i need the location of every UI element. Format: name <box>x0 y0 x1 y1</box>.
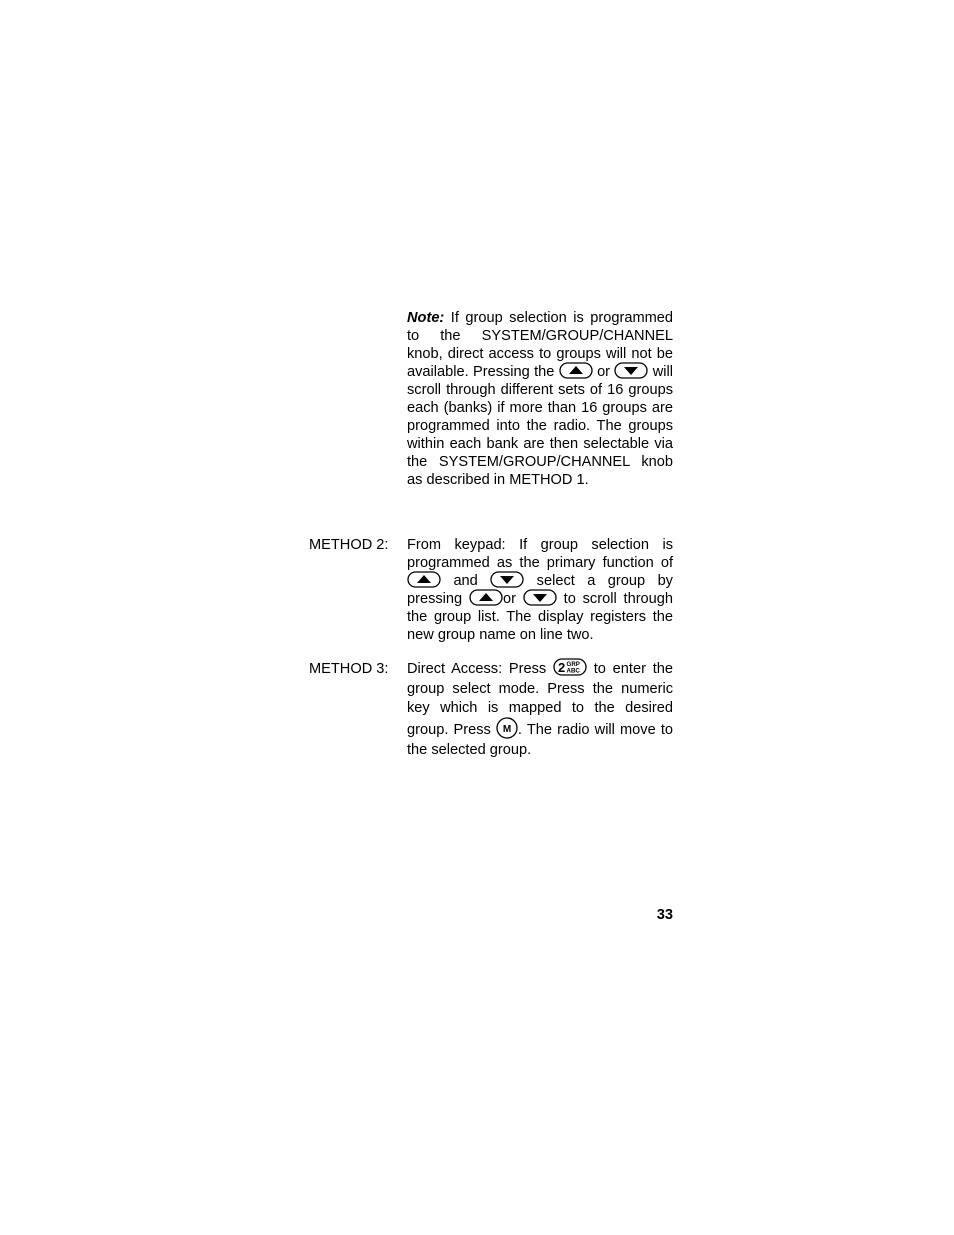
method-2-label: METHOD 2: <box>309 537 389 553</box>
key-digit: 2 <box>557 660 566 676</box>
up-arrow-key-icon <box>407 571 441 588</box>
key-bottom-label: ABC <box>566 667 580 675</box>
method-3-paragraph <box>407 660 673 760</box>
method-3-text-2: to enter the group select mode. Press the numeric key which is mapped to the desired group. Press <box>407 661 673 738</box>
method-3-text-3: . The radio will move to the selected group. <box>407 721 673 758</box>
method-2-text-2: select a group by pressing <box>407 573 673 607</box>
method-2-text-3: to scroll through the group list. The display registers the new group name on line two. <box>407 591 674 643</box>
key-top-label: GRP <box>566 661 580 669</box>
note-text-1: If group selection is programmed to the SYSTEM/GROUP/CHANNEL knob, direct access to groups will not be available. Pressing the <box>407 310 673 380</box>
menu-key-letter: M <box>502 723 512 735</box>
page-number: 33 <box>656 907 673 923</box>
method-2-text-1: From keypad: If group selection is programmed as the primary function of <box>407 537 673 571</box>
down-arrow-key-icon <box>523 589 557 606</box>
method-2-text-or: or <box>503 591 523 607</box>
note-text-or: or <box>592 364 615 380</box>
down-arrow-key-icon <box>614 362 648 379</box>
down-arrow-key-icon <box>490 571 524 588</box>
grp-abc-2-key-icon <box>553 658 587 676</box>
up-arrow-key-icon <box>469 589 503 606</box>
method-2-paragraph <box>407 536 673 644</box>
method-2-text-and: and <box>441 573 491 589</box>
menu-key-icon <box>496 717 518 739</box>
method-3-text-1: Direct Access: Press <box>407 661 553 677</box>
method-3-label: METHOD 3: <box>309 661 389 677</box>
note-label: Note: <box>407 310 445 326</box>
up-arrow-key-icon <box>559 362 593 379</box>
note-paragraph <box>407 309 673 489</box>
note-text-2: will scroll through different sets of 16 groups each (banks) if more than 16 groups are programmed into the radio. The groups within each bank are then selectable via the SYSTEM/GROUP/CHANNEL knob as described in METHOD 1. <box>407 364 673 488</box>
